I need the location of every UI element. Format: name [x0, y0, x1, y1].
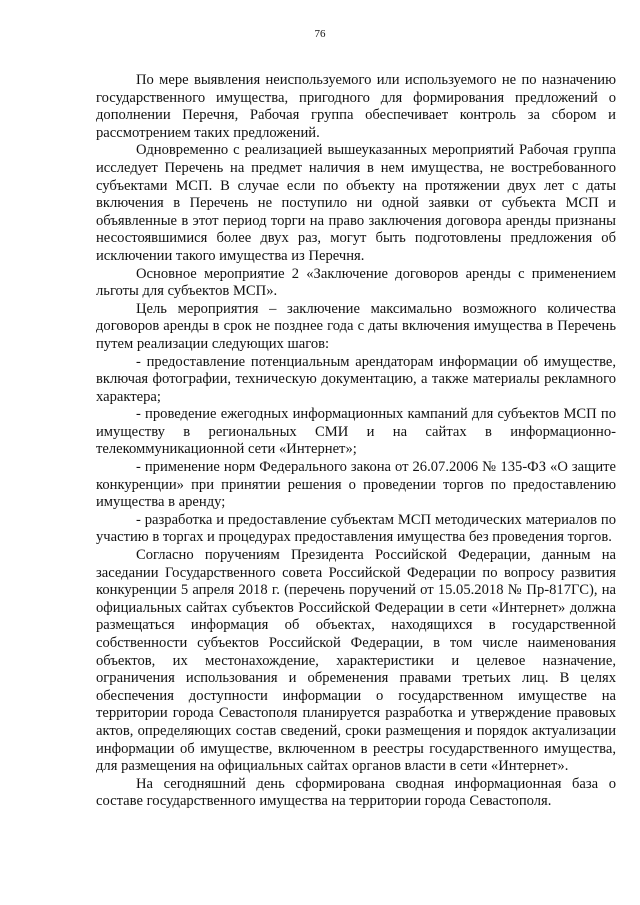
list-item-info-campaigns: - проведение ежегодных информационных кампаний для субъектов МСП по имуществу в региональных СМИ и на сайтах в информационно-телекоммуникационной сети «Интернет»;	[96, 406, 616, 458]
paragraph-list-review: Одновременно с реализацией вышеуказанных мероприятий Рабочая группа исследует Перечень на предмет наличия в нем имущества, не востребованного субъектами МСП. В случае если по объекту на протяжении двух лет с даты включения в Перечень не поступило ни одной заявки от субъекта МСП и объявленные в этот период торги на право заключения договора аренды признаны несостоявшимися более двух раз, могут быть подготовлены предложения об исключении такого имущества из Перечня.	[96, 142, 616, 264]
page-number: 76	[314, 28, 326, 40]
paragraph-database: На сегодняшний день сформирована сводная информационная база о составе государственного имущества на территории города Севастополя.	[96, 775, 616, 810]
paragraph-presidential-instructions: Согласно поручениям Президента Российской Федерации, данным на заседании Государственного совета Российской Федерации по вопросу развития конкуренции 5 апреля 2018 г. (перечень поручений от 15.05.2018 № Пр-817ГС), на официальных сайтах субъектов Российской Федерации в сети «Интернет» должна размещаться информация об объектах, находящихся в государственной собственности субъектов Российской Федерации, в том числе наименования объектов, их местонахождение, характеристики и целевое назначение, ограничения использования и обременения правами третьих лиц. В целях обеспечения доступности информации о государственном имуществе на территории города Севастополя планируется разработка и утверждение правовых актов, определяющих состав сведений, сроки размещения и порядок актуализации информации об имуществе, включенном в реестры государственного имущества, для размещения на официальных сайтах органов власти в сети «Интернет».	[96, 547, 616, 775]
list-item-methodical-materials: - разработка и предоставление субъектам МСП методических материалов по участию в торгах и процедурах предоставления имущества без проведения торгов.	[96, 511, 616, 546]
paragraph-main-measure-2: Основное мероприятие 2 «Заключение договоров аренды с применением льготы для субъектов МСП».	[96, 265, 616, 300]
list-item-law-application: - применение норм Федерального закона от 26.07.2006 № 135-ФЗ «О защите конкуренции» при принятии решения о проведении торгов по предоставлению имущества в аренду;	[96, 459, 616, 511]
list-item-info-provision: - предоставление потенциальным арендаторам информации об имуществе, включая фотографии, техническую документацию, а также материалы рекламного характера;	[96, 353, 616, 405]
paragraph-measure-goal: Цель мероприятия – заключение максимально возможного количества договоров аренды в срок не позднее года с даты включения имущества в Перечень путем реализации следующих шагов:	[96, 300, 616, 352]
paragraph-monitoring: По мере выявления неиспользуемого или используемого не по назначению государственного имущества, пригодного для формирования предложений о дополнении Перечня, Рабочая группа обеспечивает контроль за сбором и рассмотрением таких предложений.	[96, 72, 616, 141]
document-body	[96, 72, 616, 811]
